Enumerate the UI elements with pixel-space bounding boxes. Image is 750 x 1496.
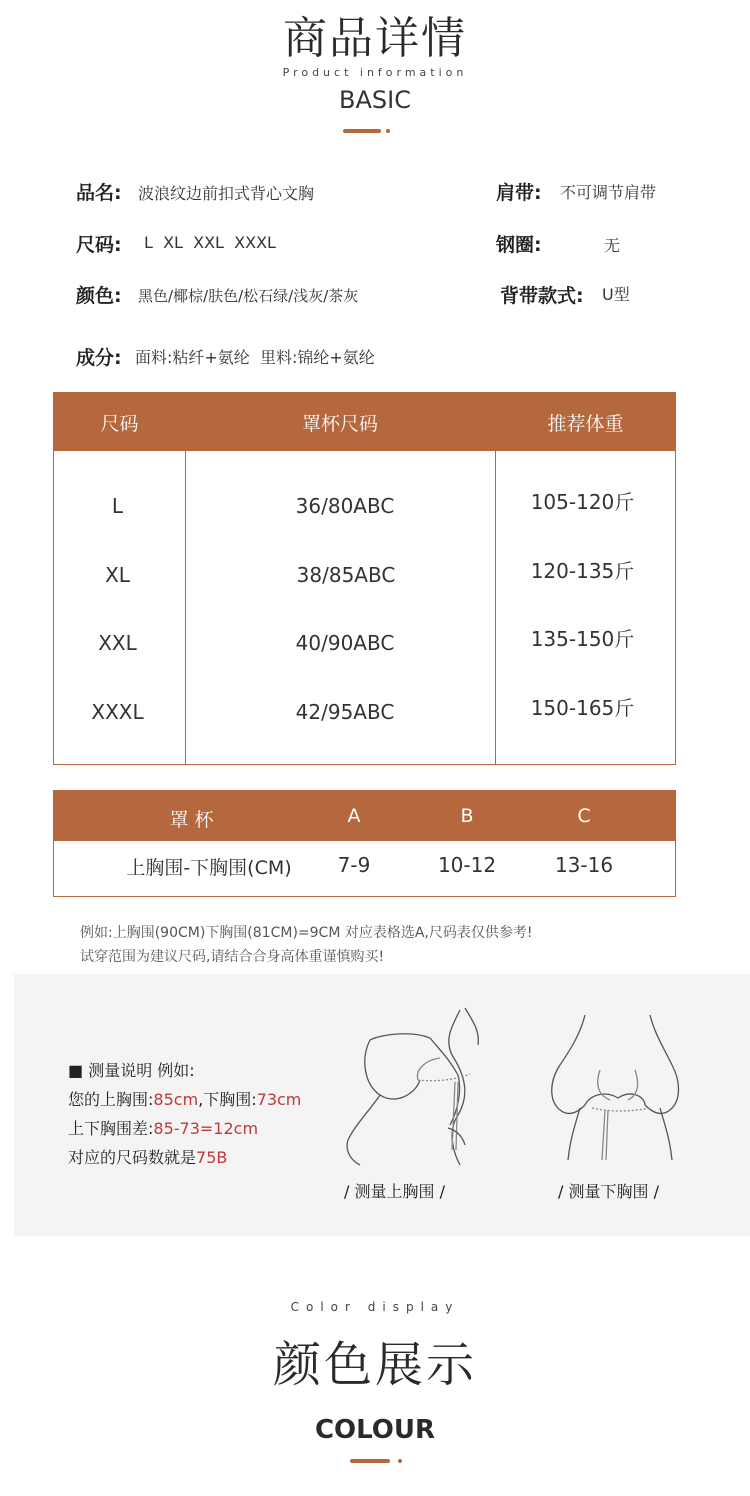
table-cell-weight: 150-165斤 bbox=[530, 696, 635, 720]
lower-bust-illustration bbox=[540, 1010, 700, 1170]
color-label: 颜色: bbox=[76, 285, 122, 307]
name-value: 波浪纹边前扣式背心文胸 bbox=[138, 184, 315, 203]
table-cell-size: XXXL bbox=[91, 700, 144, 724]
cup-row-b: 10-12 bbox=[437, 853, 497, 877]
header-c: C bbox=[577, 805, 591, 827]
header-cup-size: 罩杯尺码 bbox=[301, 413, 378, 435]
cup-row-c: 13-16 bbox=[554, 853, 614, 877]
color-display-title: 颜色展示 bbox=[272, 1337, 477, 1393]
measure-diff-label: 上下胸围差: bbox=[68, 1119, 154, 1138]
measure-line-4 bbox=[68, 1145, 227, 1168]
measure-line-3 bbox=[68, 1116, 258, 1139]
color-display-en: Color display bbox=[290, 1300, 460, 1314]
measure-size-label: 对应的尺码数就是 bbox=[68, 1148, 197, 1167]
table-cell-weight: 135-150斤 bbox=[530, 627, 635, 651]
cup-row-a: 7-9 bbox=[337, 853, 371, 877]
material-label: 成分: bbox=[76, 347, 122, 369]
wire-label: 钢圈: bbox=[496, 234, 542, 256]
measure-diff-value: 85-73=12cm bbox=[153, 1119, 259, 1138]
accent-dash bbox=[343, 129, 381, 133]
size-value: L XL XXL XXXL bbox=[144, 233, 276, 252]
table-cell-cup: 42/95ABC bbox=[295, 700, 395, 724]
colour-label: COLOUR bbox=[314, 1415, 436, 1445]
table-cell-size: XXL bbox=[98, 631, 137, 655]
measure-title: ■ 测量说明 例如: bbox=[68, 1061, 195, 1080]
strap-label: 肩带: bbox=[496, 182, 542, 204]
caption-upper-bust: / 测量上胸围 / bbox=[344, 1182, 445, 1201]
table-cell-cup: 38/85ABC bbox=[296, 563, 396, 587]
header-size: 尺码 bbox=[100, 413, 139, 435]
table-cell-cup: 40/90ABC bbox=[295, 631, 395, 655]
page-title: 商品详情 bbox=[283, 13, 467, 64]
material-value: 面料:粘纤+氨纶 里料:锦纶+氨纶 bbox=[135, 348, 375, 367]
upper-bust-illustration bbox=[340, 1000, 520, 1170]
color-value: 黑色/椰棕/肤色/松石绿/浅灰/茶灰 bbox=[138, 287, 359, 305]
table-cell-weight: 120-135斤 bbox=[530, 559, 635, 583]
measure-line-2 bbox=[68, 1087, 301, 1110]
accent-dot bbox=[398, 1459, 402, 1463]
size-table bbox=[53, 392, 676, 765]
basic-label: BASIC bbox=[339, 86, 411, 114]
measure-upper-label: 您的上胸围: bbox=[68, 1090, 154, 1109]
cup-table-header bbox=[54, 791, 675, 841]
caption-lower-bust: / 测量下胸围 / bbox=[558, 1182, 659, 1201]
table-cell-size: L bbox=[111, 494, 124, 518]
header-cup: 罩 杯 bbox=[169, 809, 214, 831]
table-cell-cup: 36/80ABC bbox=[295, 494, 395, 518]
header-a: A bbox=[347, 805, 361, 827]
table-cell-size: XL bbox=[105, 563, 130, 587]
note-line-2: 试穿范围为建议尺码,请结合合身高体重谨慎购买! bbox=[80, 949, 385, 965]
measure-lower-value: 73cm bbox=[256, 1090, 302, 1109]
strap-value: 不可调节肩带 bbox=[560, 183, 657, 202]
size-label: 尺码: bbox=[76, 234, 122, 256]
wire-value: 无 bbox=[604, 236, 621, 255]
accent-dash bbox=[350, 1459, 390, 1463]
page-subtitle-en: Product information bbox=[282, 66, 468, 79]
note-line-1: 例如:上胸围(90CM)下胸围(81CM)=9CM 对应表格选A,尺码表仅供参考! bbox=[80, 925, 533, 941]
measure-size-value: 75B bbox=[196, 1148, 228, 1167]
measure-upper-value: 85cm bbox=[153, 1090, 199, 1109]
table-cell-weight: 105-120斤 bbox=[530, 490, 635, 514]
header-weight: 推荐体重 bbox=[547, 413, 624, 435]
cup-row-label: 上胸围-下胸围(CM) bbox=[126, 857, 292, 879]
accent-dot bbox=[386, 129, 390, 133]
back-strap-value: U型 bbox=[602, 285, 630, 304]
size-table-header bbox=[54, 393, 675, 451]
measure-lower-label: ,下胸围: bbox=[198, 1090, 257, 1109]
back-strap-label: 背带款式: bbox=[500, 285, 584, 307]
name-label: 品名: bbox=[76, 182, 122, 204]
header-b: B bbox=[460, 805, 474, 827]
cup-table bbox=[53, 790, 676, 897]
